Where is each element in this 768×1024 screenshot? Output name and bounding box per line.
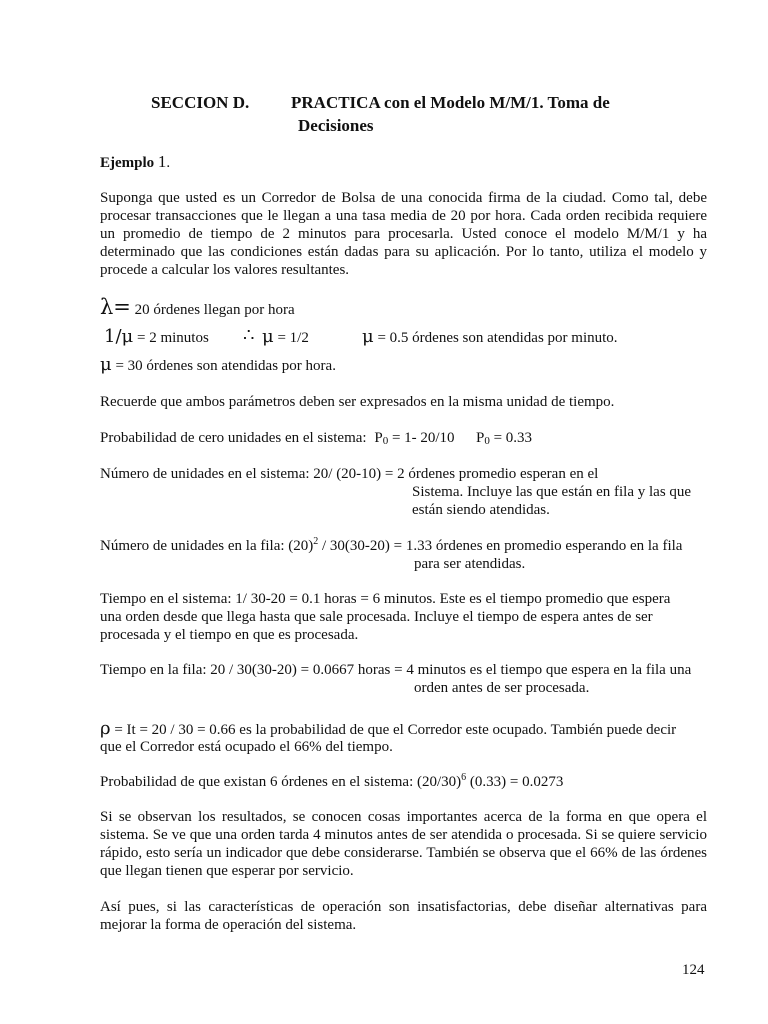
prob6-line: [100, 773, 563, 791]
time-system-line2: una orden desde que llega hasta que sale procesada. Incluye el tiempo de espera antes de ser: [100, 609, 653, 625]
p0-formula-rest: = 1- 20/10: [388, 430, 455, 446]
units-queue-line1: [100, 537, 682, 555]
time-queue-line1: Tiempo en la fila: 20 / 30(30-20) = 0.0667 horas = 4 minutos es el tiempo que espera en la fila una: [100, 662, 692, 678]
p0-result-rest: = 0.33: [489, 430, 533, 446]
mu-rate-minute-line: [362, 328, 618, 347]
p0-formula-prefix: P: [374, 430, 383, 446]
rho-line1: [100, 720, 676, 739]
mu-rate-minute: = 0.5 órdenes son atendidas por minuto.: [377, 330, 618, 346]
lambda-symbol: λ=: [100, 295, 131, 319]
time-queue-line2: orden antes de ser procesada.: [414, 680, 590, 696]
rho-line2: que el Corredor está ocupado el 66% del tiempo.: [100, 739, 393, 755]
page-number: 124: [682, 962, 705, 978]
rho-text: = It = 20 / 30 = 0.66 es la probabilidad de que el Corredor este ocupado. También puede decir: [110, 722, 677, 738]
example-heading: [100, 153, 170, 172]
lambda-text: 20 órdenes llegan por hora: [134, 302, 295, 318]
section-heading-line2: Decisiones: [298, 116, 374, 135]
intro-paragraph: Suponga que usted es un Corredor de Bolsa de una conocida firma de la ciudad. Como tal, debe procesar transacciones que le llegan a una tasa media de 20 por hora. Cada orden recibida requiere un promedio de tiempo de 2 minutos para procesarla. Usted conoce el modelo M/M/1 y ha determinado que las condiciones están dadas para su aplicación. Por lo tanto, utiliza el modelo y procede a calcular los valores resultantes.: [100, 190, 707, 278]
prob6-exponent: 6: [461, 772, 467, 783]
mu-rate-hour-line: [100, 356, 336, 375]
mu-symbol-2: μ: [262, 326, 274, 347]
example-number: 1: [157, 152, 167, 171]
time-system-line1: Tiempo en el sistema: 1/ 30-20 = 0.1 horas = 6 minutos. Este es el tiempo promedio que espera: [100, 591, 671, 607]
units-queue-line2: para ser atendidas.: [414, 556, 526, 572]
p0-result-sub: 0: [484, 435, 490, 447]
mu-half-line: [262, 328, 309, 347]
prob6-rest: (0.33) = 0.0273: [466, 774, 564, 790]
units-system-line2: Sistema. Incluye las que están en fila y las que: [412, 484, 692, 500]
mu-symbol-1: μ: [121, 326, 134, 347]
mu-rate-hour: = 30 órdenes son atendidas por hora.: [115, 358, 336, 374]
observations-paragraph: Si se observan los resultados, se conocen cosas importantes acerca de la forma en que opera el sistema. Se ve que una orden tarda 4 minutos antes de ser atendida o procesada. Si se quiere servicio rápido, esto sería un indicador que debe considerarse. También se observa que el 66% de las órdenes que llegan tienen que esperar por servicio.: [100, 809, 707, 879]
one-over: 1/: [104, 326, 122, 347]
mu-symbol-3: μ: [362, 326, 374, 347]
units-system-line3: están siendo atendidas.: [412, 502, 550, 518]
mu-symbol-4: μ: [100, 354, 112, 375]
section-label: SECCION D.: [151, 93, 250, 112]
example-dot: .: [166, 155, 171, 171]
units-queue-rest: / 30(30-20) = 1.33 órdenes en promedio esperando en la fila: [318, 538, 683, 554]
remember-note: Recuerde que ambos parámetros deben ser expresados en la misma unidad de tiempo.: [100, 394, 615, 410]
p0-formula-sub: 0: [382, 435, 389, 447]
rho-symbol: ρ: [100, 718, 111, 739]
example-label: Ejemplo: [100, 155, 155, 171]
p0-formula: [374, 430, 454, 446]
units-queue-prefix: Número de unidades en la fila: (20): [100, 538, 314, 554]
lambda-line: [100, 295, 295, 319]
p0-result: [476, 429, 532, 447]
final-paragraph: Así pues, si las características de operación son insatisfactorias, debe diseñar alternativas para mejorar la forma de operación del sistema.: [100, 899, 707, 933]
units-system-line1: Número de unidades en el sistema: 20/ (20-10) = 2 órdenes promedio esperan en el: [100, 466, 599, 482]
units-queue-exponent: 2: [313, 536, 319, 547]
mu-line: [104, 328, 209, 347]
p0-result-prefix: P: [476, 430, 485, 446]
prob6-prefix: Probabilidad de que existan 6 órdenes en el sistema: (20/30): [100, 774, 462, 790]
p0-line: [100, 429, 455, 447]
time-system-line3: procesada y el tiempo en que es procesada.: [100, 627, 359, 643]
p0-label: Probabilidad de cero unidades en el sistema:: [100, 430, 367, 446]
therefore-symbol: ∴: [243, 325, 255, 346]
mu-equals-2-minutes: = 2 minutos: [136, 330, 209, 346]
section-heading-line1: PRACTICA con el Modelo M/M/1. Toma de: [291, 93, 610, 112]
mu-half: = 1/2: [277, 330, 309, 346]
